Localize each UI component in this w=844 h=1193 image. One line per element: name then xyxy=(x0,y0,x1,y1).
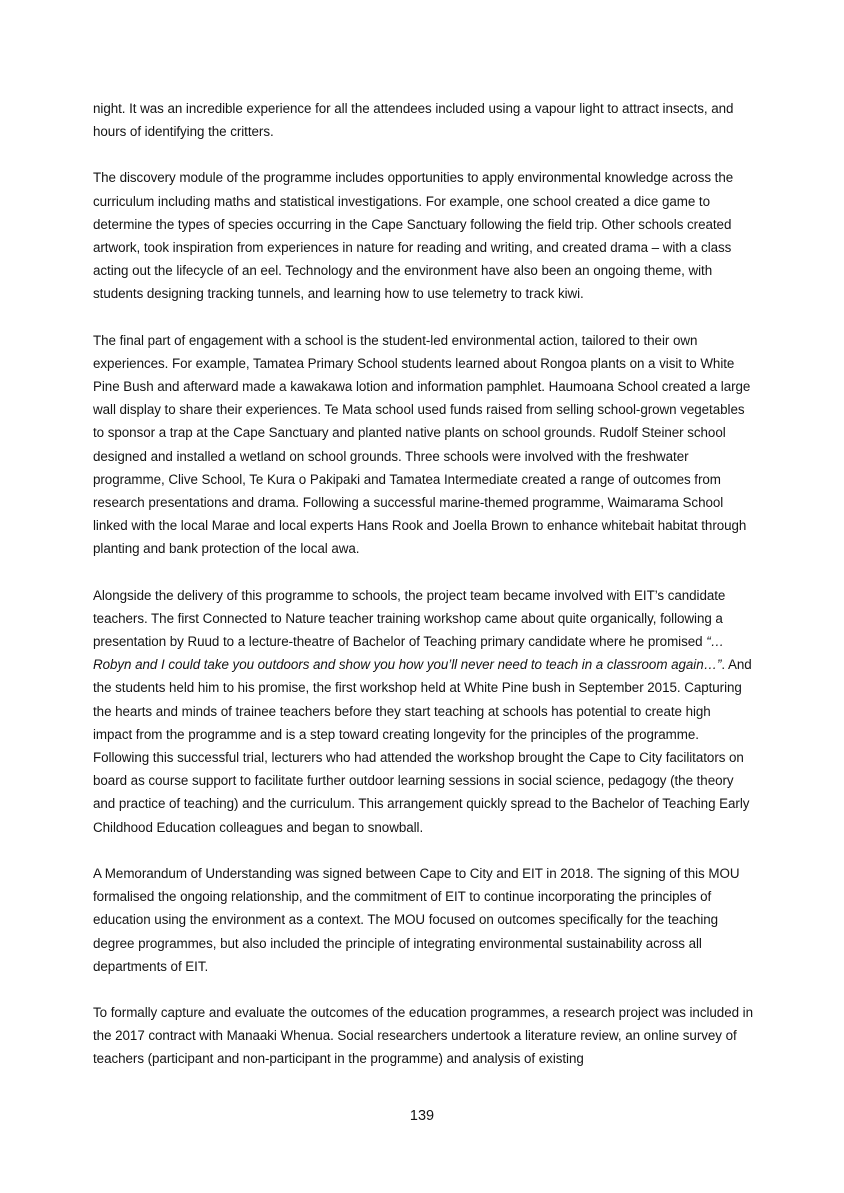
paragraph-moth-night: night. It was an incredible experience for all the attendees included using a vapour light to attract insects, and hours of identifying the critters. xyxy=(93,101,734,140)
body-text xyxy=(93,97,753,1094)
paragraph-discovery-module: The discovery module of the programme includes opportunities to apply environmental knowledge across the curriculum including maths and statistical investigations. For example, one school created a dice game to determine the types of species occurring in the Cape Sanctuary following the field trip. Other schools created artwork, took inspiration from experiences in nature for reading and writing, and created drama – with a class acting out the lifecycle of an eel. Technology and the environment have also been an ongoing theme, with students designing tracking tunnels, and learning how to use telemetry to track kiwi. xyxy=(93,170,734,302)
page-number: 139 xyxy=(409,1108,435,1124)
candidate-teachers-text-start: Alongside the delivery of this programme to schools, the project team became involved with EIT’s candidate teachers. The first Connected to Nature teacher training workshop came about quite organically, following a presentation by Ruud to a lecture-theatre of Bachelor of Teaching primary candidate where he promised xyxy=(93,587,726,650)
paragraph-student-led-action: The final part of engagement with a school is the student-led environmental action, tailored to their own experiences. For example, Tamatea Primary School students learned about Rongoa plants on a visit to White Pine Bush and afterward made a kawakawa lotion and information pamphlet. Haumoana School created a large wall display to share their experiences. Te Mata school used funds raised from selling school-grown vegetables to sponsor a trap at the Cape Sanctuary and planted native plants on school grounds. Rudolf Steiner school designed and installed a wetland on school grounds. Three schools were involved with the freshwater programme, Clive School, Te Kura o Pakipaki and Tamatea Intermediate created a range of outcomes from research presentations and drama. Following a successful marine-themed programme, Waimarama School linked with the local Marae and local experts Hans Rook and Joella Brown to enhance whitebait habitat through planting and bank protection of the local awa. xyxy=(93,332,751,557)
paragraph-research-project: To formally capture and evaluate the outcomes of the education programmes, a research project was included in the 2017 contract with Manaaki Whenua. Social researchers undertook a literature review, an online survey of teachers (participant and non-participant in the programme) and analysis of existing xyxy=(93,1004,753,1067)
candidate-teachers-text-end: . And the students held him to his promise, the first workshop held at White Pine bush in September 2015. Capturing the hearts and minds of trainee teachers before they start teaching at schools has potential to create high impact from the programme and is a step toward creating longevity for the principles of the programme. Following this successful trial, lecturers who had attended the workshop brought the Cape to City facilitators on board as course support to facilitate further outdoor learning sessions in social science, pedagogy (the theory and practice of teaching) and the curriculum. This arrangement quickly spread to the Bachelor of Teaching Early Childhood Education colleagues and began to snowball. xyxy=(93,657,752,835)
paragraph-candidate-teachers xyxy=(93,584,753,839)
paragraph-memorandum: A Memorandum of Understanding was signed between Cape to City and EIT in 2018. The signing of this MOU formalised the ongoing relationship, and the commitment of EIT to continue incorporating the principles of education using the environment as a context. The MOU focused on outcomes specifically for the teaching degree programmes, but also included the principle of integrating environmental sustainability across all departments of EIT. xyxy=(93,865,740,974)
promise-quote: “… Robyn and I could take you outdoors and show you how you’ll never need to teach in a classroom again…” xyxy=(93,634,724,673)
